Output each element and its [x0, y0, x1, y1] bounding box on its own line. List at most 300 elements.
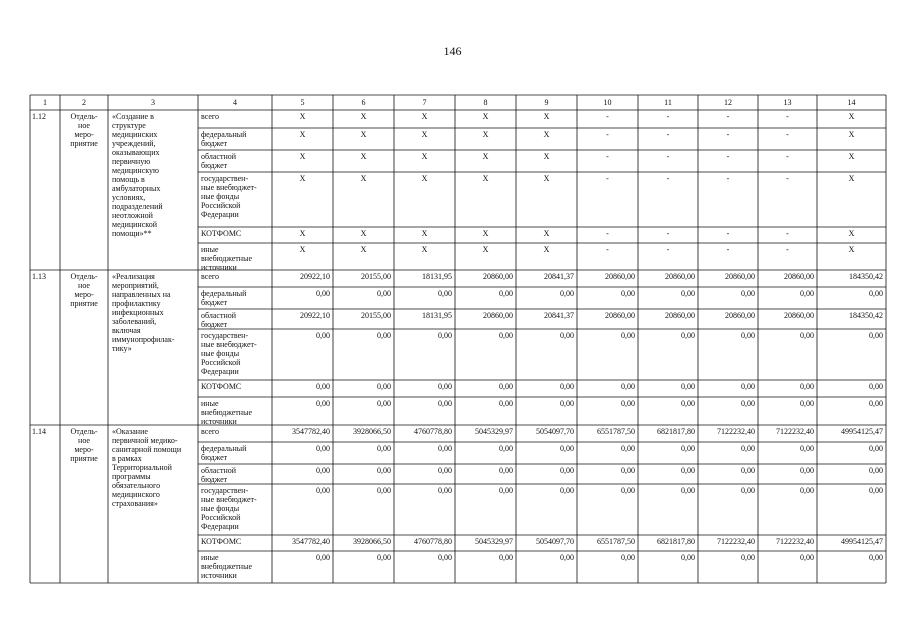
value-cell: 0,00 — [438, 399, 452, 408]
value-cell: 0,00 — [621, 289, 635, 298]
value-cell: 4760778,80 — [414, 537, 452, 546]
funding-source — [201, 537, 271, 546]
column-header-9: 9 — [544, 98, 549, 107]
event-type-line: приятие — [70, 454, 98, 463]
page-number: 146 — [443, 44, 462, 58]
funding-source — [201, 229, 271, 238]
funding-source-line: источники — [201, 417, 237, 426]
value-cell: 20860,00 — [665, 311, 695, 320]
event-type-line: Отдель- — [70, 427, 98, 436]
value-cell: 0,00 — [741, 553, 755, 562]
event-name-line: обязательного — [112, 481, 161, 490]
value-cell: 6821817,80 — [657, 427, 695, 436]
value-cell: 0,00 — [316, 382, 330, 391]
value-cell: Х — [482, 229, 489, 238]
event-type-line: ное — [78, 281, 90, 290]
value-cell: 0,00 — [499, 382, 513, 391]
value-cell: 0,00 — [800, 399, 814, 408]
value-cell: 0,00 — [316, 466, 330, 475]
funding-source-line: бюджет — [201, 298, 228, 307]
funding-source-line: КОТФОМС — [201, 382, 242, 391]
value-cell: 0,00 — [560, 289, 574, 298]
event-name — [112, 272, 196, 353]
value-cell: Х — [543, 245, 550, 254]
funding-source-line: бюджет — [201, 161, 228, 170]
value-cell: Х — [848, 245, 855, 254]
funding-source-line: источники — [201, 571, 237, 580]
funding-source — [201, 112, 271, 121]
value-cell: - — [606, 245, 609, 254]
column-header-2: 2 — [82, 98, 86, 107]
value-cell: 7122232,40 — [776, 427, 814, 436]
value-cell: 20155,00 — [361, 272, 391, 281]
column-header-12: 12 — [724, 98, 732, 107]
value-cell: 7122232,40 — [717, 537, 755, 546]
value-cell: 6821817,80 — [657, 537, 695, 546]
value-cell: 20841,37 — [544, 311, 574, 320]
event-name-line: структуре — [112, 121, 146, 130]
value-cell: 0,00 — [438, 553, 452, 562]
value-cell: Х — [421, 112, 428, 121]
event-name-line: медицинскую — [112, 166, 160, 175]
funding-source-line: государствен- — [201, 331, 249, 340]
value-cell: 0,00 — [316, 331, 330, 340]
value-cell: Х — [543, 112, 550, 121]
event-name-line: программы — [112, 472, 151, 481]
value-cell: Х — [299, 229, 306, 238]
event-name-line: первичной медико- — [112, 436, 178, 445]
value-cell: 184350,42 — [849, 272, 883, 281]
column-header-11: 11 — [664, 98, 672, 107]
event-name-line: медицинского — [112, 490, 160, 499]
value-cell: Х — [482, 174, 489, 183]
value-cell: 0,00 — [681, 486, 695, 495]
value-cell: Х — [360, 152, 367, 161]
funding-source-line: Российской — [201, 201, 241, 210]
event-name-line: профилактику — [112, 299, 161, 308]
event-name-line: «Оказание — [112, 427, 148, 436]
event-name-line: Территориальной — [112, 463, 172, 472]
value-cell: - — [726, 152, 730, 161]
funding-source-line: иные — [201, 399, 219, 408]
event-name-line: условиях, — [112, 193, 146, 202]
value-cell: - — [666, 152, 670, 161]
value-cell: Х — [299, 130, 306, 139]
value-cell: - — [606, 152, 609, 161]
value-cell: 0,00 — [741, 444, 755, 453]
funding-source-line: КОТФОМС — [201, 537, 242, 546]
value-cell: - — [666, 130, 670, 139]
value-cell: 0,00 — [316, 444, 330, 453]
value-cell: 0,00 — [560, 382, 574, 391]
value-cell: 0,00 — [499, 466, 513, 475]
funding-source-line: ные фонды — [201, 349, 240, 358]
value-cell: 0,00 — [377, 331, 391, 340]
value-cell: 20860,00 — [725, 272, 755, 281]
value-cell: 0,00 — [438, 444, 452, 453]
value-cell: Х — [543, 130, 550, 139]
value-cell: 3547782,40 — [292, 427, 330, 436]
event-name — [112, 112, 196, 238]
column-header-4: 4 — [233, 98, 237, 107]
event-name-line: заболеваний, — [112, 317, 157, 326]
column-header-8: 8 — [483, 98, 488, 107]
event-name-line: иммунопрофилак- — [112, 335, 175, 344]
value-cell: 0,00 — [741, 399, 755, 408]
value-cell: - — [786, 130, 789, 139]
funding-source-line: иные — [201, 245, 219, 254]
value-cell: 20860,00 — [483, 272, 513, 281]
value-cell: 5045329,97 — [475, 537, 513, 546]
value-cell: 0,00 — [621, 399, 635, 408]
funding-source-line: Российской — [201, 513, 241, 522]
funding-source — [201, 444, 271, 462]
value-cell: 0,00 — [438, 382, 452, 391]
event-type — [60, 112, 108, 148]
value-cell: 0,00 — [741, 331, 755, 340]
funding-source-line: иные — [201, 553, 219, 562]
event-name-line: учреждений, — [112, 139, 156, 148]
event-name-line: медицинской — [112, 220, 158, 229]
value-cell: 3547782,40 — [292, 537, 330, 546]
event-name-line: страхования» — [112, 499, 158, 508]
value-cell: 0,00 — [800, 444, 814, 453]
value-cell: 0,00 — [499, 553, 513, 562]
value-cell: Х — [299, 152, 306, 161]
value-cell: - — [786, 112, 789, 121]
column-header-10: 10 — [603, 98, 612, 107]
event-name-line: помощи»** — [112, 229, 152, 238]
value-cell: Х — [421, 245, 428, 254]
value-cell: Х — [543, 152, 550, 161]
value-cell: 6551787,50 — [597, 427, 635, 436]
value-cell: 184350,42 — [849, 311, 883, 320]
value-cell: 7122232,40 — [717, 427, 755, 436]
event-name-line: оказывающих — [112, 148, 160, 157]
value-cell: 0,00 — [560, 466, 574, 475]
event-name — [112, 427, 196, 508]
value-cell: 0,00 — [560, 399, 574, 408]
value-cell: - — [606, 112, 609, 121]
event-name-line: в рамках — [112, 454, 142, 463]
value-cell: Х — [482, 130, 489, 139]
value-cell: 0,00 — [316, 486, 330, 495]
value-cell: Х — [543, 174, 550, 183]
event-name-line: первичную — [112, 157, 151, 166]
column-header-14: 14 — [847, 98, 856, 107]
funding-source-line: Федерации — [201, 367, 239, 376]
value-cell: 20860,00 — [725, 311, 755, 320]
value-cell: Х — [299, 174, 306, 183]
column-header-7: 7 — [422, 98, 427, 107]
value-cell: - — [606, 130, 609, 139]
value-cell: 0,00 — [681, 382, 695, 391]
value-cell: - — [726, 245, 730, 254]
funding-source-line: ные внебюджет- — [201, 183, 257, 192]
value-cell: 0,00 — [377, 444, 391, 453]
value-cell: 18131,95 — [422, 272, 452, 281]
funding-source-line: бюджет — [201, 453, 228, 462]
funding-source-line: государствен- — [201, 174, 249, 183]
value-cell: 0,00 — [741, 466, 755, 475]
value-cell: - — [726, 229, 730, 238]
column-header-3: 3 — [151, 98, 155, 107]
value-cell: 5045329,97 — [475, 427, 513, 436]
funding-source-line: Федерации — [201, 210, 239, 219]
value-cell: - — [726, 112, 730, 121]
value-cell: - — [786, 152, 789, 161]
value-cell: 0,00 — [681, 289, 695, 298]
value-cell: - — [606, 229, 609, 238]
value-cell: 20841,37 — [544, 272, 574, 281]
value-cell: 0,00 — [377, 466, 391, 475]
value-cell: 0,00 — [869, 444, 883, 453]
event-type-line: ное — [78, 436, 90, 445]
value-cell: Х — [848, 174, 855, 183]
value-cell: 0,00 — [438, 289, 452, 298]
value-cell: 0,00 — [681, 399, 695, 408]
funding-source — [201, 245, 271, 272]
event-type-line: приятие — [70, 299, 98, 308]
value-cell: 0,00 — [621, 553, 635, 562]
event-name-line: включая — [112, 326, 141, 335]
column-header-1: 1 — [43, 98, 47, 107]
value-cell: 0,00 — [869, 553, 883, 562]
value-cell: 0,00 — [869, 331, 883, 340]
funding-source-line: внебюджетные — [201, 254, 252, 263]
funding-source — [201, 553, 271, 580]
row-number: 1.12 — [32, 112, 46, 121]
value-cell: - — [666, 112, 670, 121]
value-cell: 0,00 — [869, 466, 883, 475]
event-name-line: неотложной — [112, 211, 153, 220]
value-cell: Х — [299, 245, 306, 254]
value-cell: 0,00 — [869, 382, 883, 391]
event-type-line: Отдель- — [70, 272, 98, 281]
value-cell: - — [726, 130, 730, 139]
value-cell: 0,00 — [438, 331, 452, 340]
value-cell: Х — [421, 152, 428, 161]
event-name-line: направленных на — [112, 290, 171, 299]
value-cell: 0,00 — [800, 466, 814, 475]
value-cell: Х — [848, 130, 855, 139]
value-cell: 0,00 — [741, 289, 755, 298]
value-cell: 0,00 — [316, 553, 330, 562]
value-cell: Х — [848, 229, 855, 238]
event-type-line: меро- — [74, 290, 94, 299]
event-type — [60, 427, 108, 463]
funding-source-line: федеральный — [201, 289, 247, 298]
funding-source — [201, 486, 271, 531]
value-cell: 0,00 — [741, 486, 755, 495]
value-cell: 0,00 — [681, 444, 695, 453]
funding-source-line: ные внебюджет- — [201, 495, 257, 504]
value-cell: - — [666, 229, 670, 238]
funding-source — [201, 399, 271, 426]
event-type-line: меро- — [74, 130, 94, 139]
funding-source — [201, 152, 271, 170]
funding-source — [201, 174, 271, 219]
value-cell: Х — [360, 130, 367, 139]
funding-source-line: бюджет — [201, 475, 228, 484]
funding-source-line: Федерации — [201, 522, 239, 531]
funding-source — [201, 427, 271, 436]
value-cell: 0,00 — [438, 466, 452, 475]
funding-source — [201, 382, 271, 391]
value-cell: 20860,00 — [483, 311, 513, 320]
value-cell: 0,00 — [377, 382, 391, 391]
value-cell: Х — [482, 112, 489, 121]
event-name-line: санитарной помощи — [112, 445, 182, 454]
value-cell: 0,00 — [316, 289, 330, 298]
value-cell: Х — [421, 130, 428, 139]
value-cell: 0,00 — [741, 382, 755, 391]
value-cell: 20860,00 — [605, 272, 635, 281]
funding-source-line: областной — [201, 466, 237, 475]
value-cell: 0,00 — [560, 331, 574, 340]
value-cell: - — [666, 174, 670, 183]
value-cell: Х — [299, 112, 306, 121]
value-cell: 0,00 — [377, 289, 391, 298]
funding-source — [201, 289, 271, 307]
funding-source-line: областной — [201, 311, 237, 320]
value-cell: 20860,00 — [784, 311, 814, 320]
value-cell: 0,00 — [316, 399, 330, 408]
value-cell: 18131,95 — [422, 311, 452, 320]
event-name-line: подразделений — [112, 202, 163, 211]
value-cell: 5054097,70 — [536, 427, 574, 436]
value-cell: 0,00 — [800, 331, 814, 340]
funding-source-line: ные фонды — [201, 192, 240, 201]
value-cell: Х — [482, 245, 489, 254]
value-cell: 0,00 — [681, 553, 695, 562]
column-header-13: 13 — [783, 98, 792, 107]
value-cell: 7122232,40 — [776, 537, 814, 546]
event-name-line: помощь в — [112, 175, 145, 184]
value-cell: Х — [543, 229, 550, 238]
value-cell: 0,00 — [621, 444, 635, 453]
event-name-line: инфекционных — [112, 308, 164, 317]
value-cell: 20922,10 — [300, 272, 330, 281]
event-type-line: ное — [78, 121, 90, 130]
value-cell: Х — [360, 229, 367, 238]
value-cell: Х — [482, 152, 489, 161]
funding-source-line: всего — [201, 112, 220, 121]
value-cell: Х — [848, 112, 855, 121]
value-cell: 0,00 — [377, 486, 391, 495]
value-cell: 0,00 — [560, 486, 574, 495]
row-number: 1.13 — [32, 272, 46, 281]
value-cell: - — [726, 174, 730, 183]
funding-source-line: бюджет — [201, 139, 228, 148]
value-cell: 0,00 — [800, 289, 814, 298]
funding-source-line: источники — [201, 263, 237, 272]
value-cell: 0,00 — [869, 289, 883, 298]
value-cell: - — [786, 229, 789, 238]
value-cell: 0,00 — [681, 466, 695, 475]
value-cell: 3928066,50 — [353, 537, 391, 546]
funding-source — [201, 466, 271, 484]
value-cell: 0,00 — [681, 331, 695, 340]
value-cell: 49954125,47 — [841, 537, 883, 546]
value-cell: - — [786, 245, 789, 254]
funding-source — [201, 331, 271, 376]
value-cell: 0,00 — [800, 553, 814, 562]
value-cell: 20155,00 — [361, 311, 391, 320]
value-cell: 20922,10 — [300, 311, 330, 320]
row-number: 1.14 — [32, 427, 46, 436]
funding-source-line: КОТФОМС — [201, 229, 242, 238]
value-cell: 0,00 — [869, 399, 883, 408]
value-cell: 4760778,80 — [414, 427, 452, 436]
value-cell: 0,00 — [438, 486, 452, 495]
event-type-line: меро- — [74, 445, 94, 454]
value-cell: Х — [360, 174, 367, 183]
value-cell: 0,00 — [621, 466, 635, 475]
funding-source — [201, 272, 271, 281]
funding-source-line: федеральный — [201, 444, 247, 453]
column-header-6: 6 — [361, 98, 366, 107]
funding-source — [201, 130, 271, 148]
value-cell: 0,00 — [800, 486, 814, 495]
value-cell: 3928066,50 — [353, 427, 391, 436]
event-type — [60, 272, 108, 308]
value-cell: 0,00 — [560, 444, 574, 453]
value-cell: - — [786, 174, 789, 183]
value-cell: 6551787,50 — [597, 537, 635, 546]
funding-source-line: областной — [201, 152, 237, 161]
value-cell: 0,00 — [499, 399, 513, 408]
value-cell: Х — [421, 229, 428, 238]
value-cell: 0,00 — [377, 399, 391, 408]
funding-source-line: всего — [201, 427, 220, 436]
value-cell: 0,00 — [499, 331, 513, 340]
value-cell: 0,00 — [499, 444, 513, 453]
funding-source-line: внебюджетные — [201, 408, 252, 417]
value-cell: - — [606, 174, 609, 183]
value-cell: 20860,00 — [605, 311, 635, 320]
value-cell: 0,00 — [869, 486, 883, 495]
value-cell: Х — [360, 245, 367, 254]
value-cell: 0,00 — [621, 486, 635, 495]
value-cell: 0,00 — [560, 553, 574, 562]
value-cell: Х — [360, 112, 367, 121]
value-cell: 0,00 — [800, 382, 814, 391]
funding-source-line: ные фонды — [201, 504, 240, 513]
funding-source-line: Российской — [201, 358, 241, 367]
funding-source-line: государствен- — [201, 486, 249, 495]
value-cell: 0,00 — [377, 553, 391, 562]
event-name-line: «Реализация — [112, 272, 155, 281]
event-name-line: мероприятий, — [112, 281, 159, 290]
event-type-line: Отдель- — [70, 112, 98, 121]
funding-source-line: ные внебюджет- — [201, 340, 257, 349]
funding-source-line: всего — [201, 272, 220, 281]
value-cell: 0,00 — [499, 486, 513, 495]
event-name-line: тику» — [112, 344, 132, 353]
event-name-line: медицинских — [112, 130, 158, 139]
value-cell: 20860,00 — [665, 272, 695, 281]
event-type-line: приятие — [70, 139, 98, 148]
funding-source — [201, 311, 271, 329]
event-name-line: «Создание в — [112, 112, 154, 121]
value-cell: 0,00 — [621, 331, 635, 340]
column-header-5: 5 — [300, 98, 305, 107]
funding-source-line: бюджет — [201, 320, 228, 329]
funding-source-line: внебюджетные — [201, 562, 252, 571]
value-cell: Х — [421, 174, 428, 183]
value-cell: 0,00 — [621, 382, 635, 391]
